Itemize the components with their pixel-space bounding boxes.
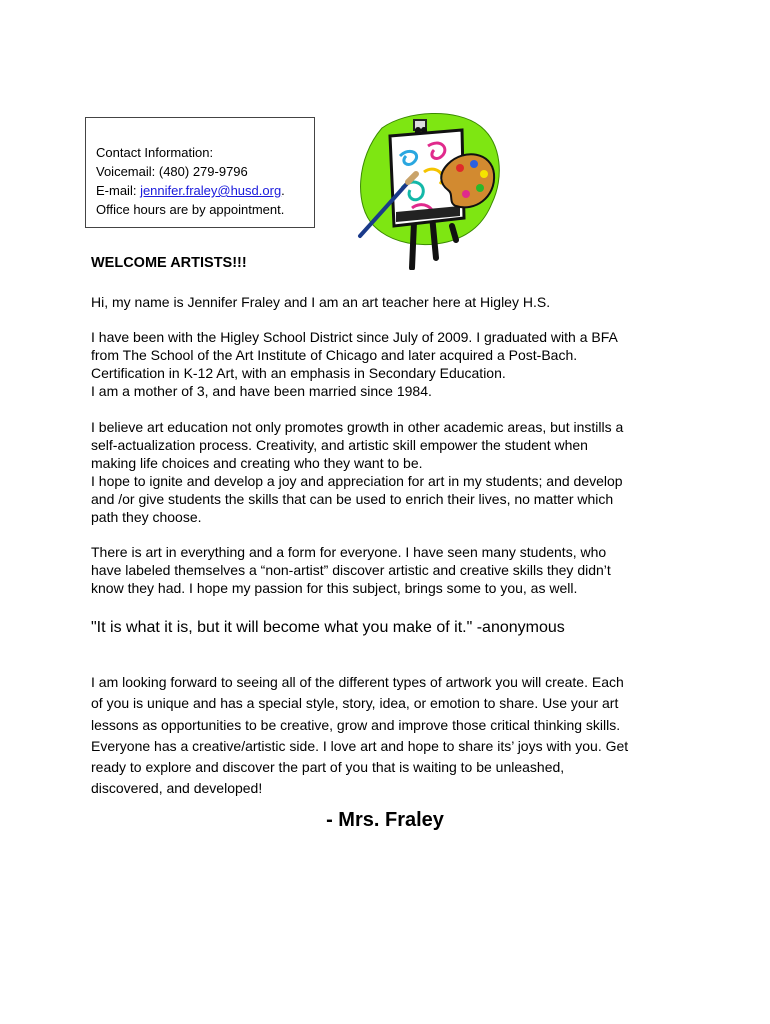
paragraph-line: path they choose. — [91, 509, 202, 525]
quote-text: "It is what it is, but it will become what you make of it." -anonymous — [91, 619, 565, 636]
paragraph-line: discovered, and developed! — [91, 780, 263, 797]
paragraph-line: from The School of the Art Institute of Chicago and later acquired a Post-Bach. — [91, 347, 578, 363]
signature: - Mrs. Fraley — [326, 809, 444, 831]
paragraph-line: I believe art education not only promotes growth in other academic areas, but instills a — [91, 419, 624, 435]
voicemail-text: Voicemail: (480) 279-9796 — [96, 164, 248, 179]
welcome-heading: WELCOME ARTISTS!!! — [91, 255, 247, 271]
paragraph-line: know they had. I hope my passion for this subject, brings some to you, as well. — [91, 580, 578, 596]
paragraph-line: I am a mother of 3, and have been married since 1984. — [91, 383, 432, 399]
everyone-paragraph — [91, 543, 691, 597]
office-hours-text: Office hours are by appointment. — [96, 202, 285, 217]
paragraph-line: I hope to ignite and develop a joy and appreciation for art in my students; and develop — [91, 473, 623, 489]
contact-heading: Contact Information: — [96, 145, 214, 160]
contact-info-box — [85, 117, 315, 228]
intro-paragraph: Hi, my name is Jennifer Fraley and I am an art teacher here at Higley H.S. — [91, 294, 551, 310]
paragraph-line: lessons as opportunities to be creative, grow and improve those critical thinking skills. — [91, 716, 621, 733]
email-suffix: . — [281, 183, 285, 198]
paragraph-line: making life choices and creating who they want to be. — [91, 455, 423, 471]
paragraph-line: have labeled themselves a “non-artist” discover artistic and creative skills they didn’t — [91, 562, 611, 578]
paragraph-line: Certification in K-12 Art, with an emphasis in Secondary Education. — [91, 365, 506, 381]
email-link[interactable]: jennifer.fraley@husd.org — [140, 183, 282, 198]
philosophy-paragraph — [91, 418, 691, 526]
closing-paragraph — [91, 672, 691, 800]
paragraph-line: I have been with the Higley School District since July of 2009. I graduated with a BFA — [91, 329, 618, 345]
paragraph-line: Everyone has a creative/artistic side. I love art and hope to share its’ joys with you. Get — [91, 737, 629, 754]
paragraph-line: I am looking forward to seeing all of the different types of artwork you will create. Each — [91, 674, 624, 690]
paragraph-line: of you is unique and has a special style, story, idea, or emotion to share. Use your art — [91, 695, 619, 712]
easel-palette-icon — [352, 108, 504, 270]
email-line — [96, 181, 304, 200]
background-paragraph — [91, 328, 691, 400]
email-prefix: E-mail: — [96, 183, 141, 198]
paragraph-line: self-actualization process. Creativity, and artistic skill empower the student when — [91, 437, 588, 453]
paragraph-line: and /or give students the skills that can be used to enrich their lives, no matter which — [91, 491, 614, 507]
paragraph-line: There is art in everything and a form for everyone. I have seen many students, who — [91, 544, 607, 560]
paragraph-line: ready to explore and discover the part of you that is waiting to be unleashed, — [91, 759, 565, 776]
